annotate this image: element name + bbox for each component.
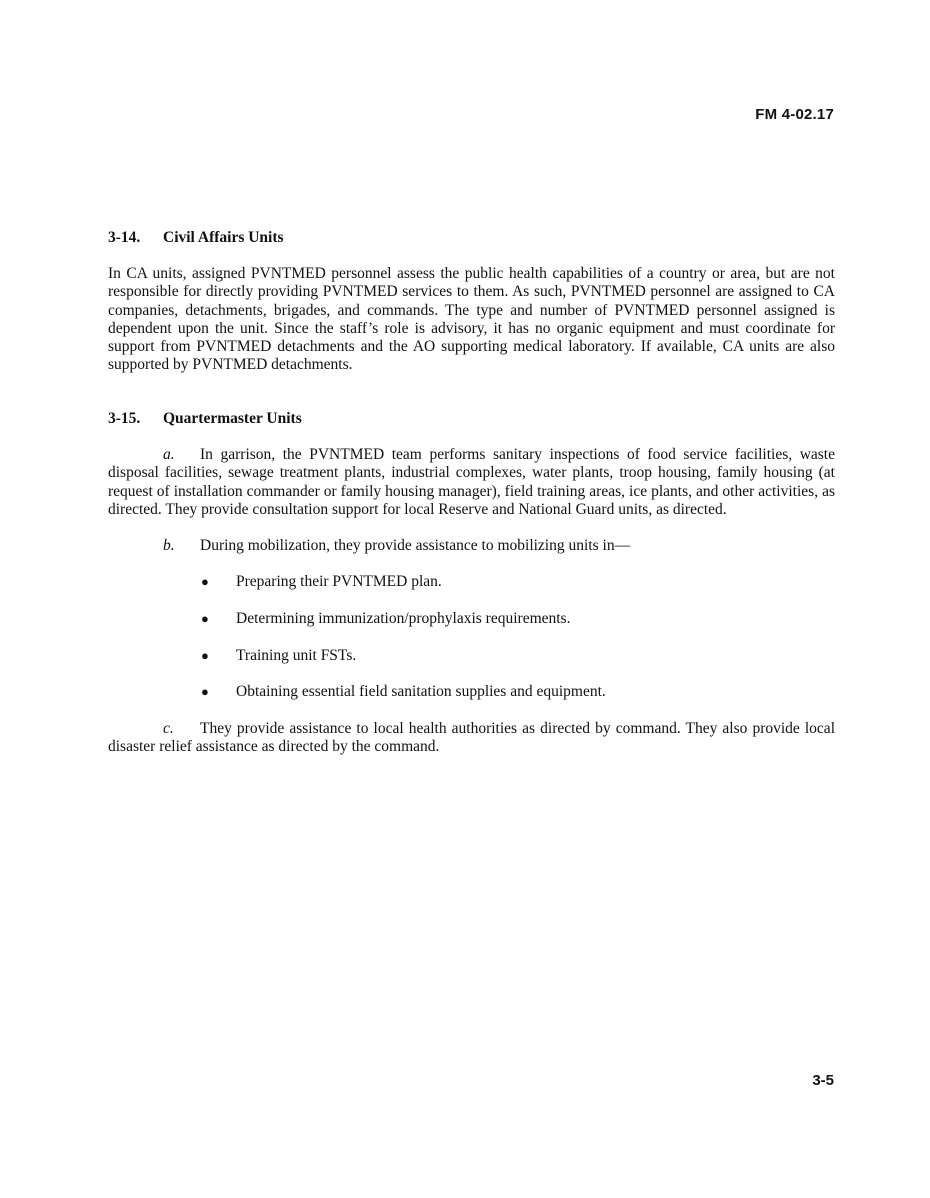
list-item (108, 683, 835, 701)
section-title: Civil Affairs Units (163, 229, 284, 246)
section-3-15 (108, 410, 835, 774)
page-number: 3-5 (812, 1072, 834, 1089)
section-number: 3-15. (108, 410, 141, 427)
list-item (108, 573, 835, 591)
paragraph-label: c. (163, 719, 174, 737)
list-item (108, 647, 835, 665)
section-title: Quartermaster Units (163, 410, 302, 427)
paragraph-label: a. (163, 446, 175, 463)
paragraph-a (108, 446, 835, 519)
section-heading (108, 410, 835, 428)
bullet-icon: ● (201, 647, 209, 663)
paragraph-text: During mobilization, they provide assistance to mobilizing units in— (200, 537, 631, 555)
list-item-text: Preparing their PVNTMED plan. (236, 573, 442, 591)
bullet-icon: ● (201, 611, 209, 627)
list-item-text: Obtaining essential field sanitation supplies and equipment. (236, 683, 606, 701)
section-heading (108, 229, 835, 247)
section-number: 3-14. (108, 229, 141, 246)
list-item (108, 610, 835, 628)
paragraph-c (108, 720, 835, 757)
paragraph-text: In garrison, the PVNTMED team performs sanitary inspections of food service facilities, waste disposal facilities, sewage treatment plants, industrial complexes, water plants, troop housing, family housing (at request of installation commander or family housing manager), field training areas, ice plants, and other activities, as directed. They provide consultation support for local Reserve and National Guard units, as directed. (108, 446, 835, 518)
bullet-list (108, 573, 835, 701)
section-3-14 (108, 229, 835, 375)
paragraph-text: They provide assistance to local health authorities as directed by command. They also provide local disaster relief assistance as directed by the command. (108, 719, 835, 755)
list-item-text: Training unit FSTs. (236, 646, 357, 664)
bullet-icon: ● (201, 684, 209, 700)
paragraph-b (108, 537, 835, 555)
list-item-text: Determining immunization/prophylaxis requirements. (236, 610, 571, 628)
paragraph-label: b. (163, 537, 175, 555)
document-id: FM 4-02.17 (755, 106, 834, 123)
bullet-icon: ● (201, 574, 209, 590)
section-body: In CA units, assigned PVNTMED personnel assess the public health capabilities of a country or area, but are not responsible for directly providing PVNTMED services to them. As such, PVNTMED personnel are assigned to CA companies, detachments, brigades, and commands. The type and number of PVNTMED personnel assigned is dependent upon the unit. Since the staff’s role is advisory, it has no organic equipment and must coordinate for support from PVNTMED detachments and the AO supporting medical laboratory. If available, CA units are also supported by PVNTMED detachments. (108, 265, 835, 374)
